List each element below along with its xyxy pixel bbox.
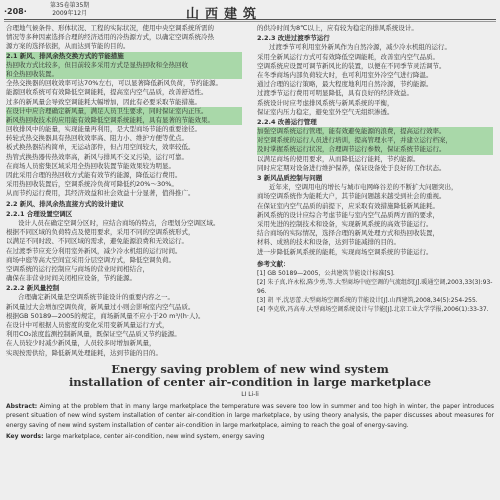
left-column-line: 合理地气候条件、形体状况、工程的实际状况，使用中央空调系统所需的: [6, 24, 214, 32]
references-list: [257, 269, 493, 314]
right-column-line: 结合商场的实际情况，选择合理的新风处理方式和热回收装置，: [257, 229, 439, 238]
right-column-line: 3 新风品质控制与问题: [257, 174, 323, 182]
english-abstract-block: [6, 363, 494, 442]
left-column-line: 在过渡季节应充分利用室外新风，减少冷水机组的运行时间。: [6, 246, 182, 255]
right-column-line: 采用先进的控制技术和设备，实现新风系统的高效节能运行。: [257, 219, 433, 228]
reference-item: [4] 李克欣,冯高寿.大型商场空调系统设计与节能[J].北京工业大学学报,2006(1):33-37.: [257, 305, 489, 313]
left-column-line: 在设计中可根据人员密度的变化采用变新风量运行方式，: [6, 321, 169, 329]
keywords-text: large marketplace, center air-condition, new wind system, energy saving: [45, 433, 265, 441]
left-column-line: 采用热回收装置后，空调系统冷负荷可降低约20%～30%。: [6, 180, 178, 189]
left-column-line: 和全热回收装置。: [6, 70, 242, 79]
keywords-label: Key words:: [6, 433, 44, 441]
header-rule: [4, 19, 496, 20]
references-heading: 参考文献：: [257, 259, 290, 268]
right-column-line: 对空调系统的运行人员进行培训，提高管理水平，并建立运行档案，: [257, 136, 493, 145]
right-column-line: 以满足商场的使用要求，从而降低运行能耗，节约能源。: [257, 154, 420, 163]
reference-item: [2] 朱子真,许永松,陈少勇,等.大型商场中庭空调的气流组织[J].暖通空调,2003,33(3):93-96.: [257, 278, 493, 295]
left-column-line: 板式换热器结构简单，无运动部件，但占用空间较大，效率较低。: [6, 143, 195, 152]
right-body-text: [257, 24, 493, 257]
left-column-line: 商场中庭等高大空间宜采用分层空调方式，降低空调负荷。: [6, 255, 175, 264]
left-column-line: 2.1 新风、排风余热交换方式的节能措施: [6, 52, 242, 61]
left-column-line: 从而节约运行费用，其经济效益和社会效益十分显著，值得推广。: [6, 189, 195, 198]
left-column-line: 2.2.2 新风量控制: [6, 284, 60, 293]
reference-item: [3] 胡 平,沈思蕾.大型商场空调系统的节能设计[J].山西建筑,2008,34(5):254-255.: [257, 296, 478, 304]
left-column-line: 因此采用合理的热回收方式能有效节约能源，降低运行费用。: [6, 171, 182, 179]
left-column-line: 根据不同区域的负荷特点及使用要求，采用不同的空调系统形式，: [6, 228, 195, 237]
right-column-line: 新风系统的设计应综合考虑节能与室内空气品质两方面的要求，: [257, 210, 439, 219]
left-column-line: 过多的新风量会导致空调能耗大幅增加，因此有必要采取节能措施。: [6, 97, 201, 106]
left-column-line: 合理确定新风量是空调系统节能设计的重要内容之一。: [18, 293, 174, 302]
left-column-line: 情况等多种因素选择合理的经济适用的冷热源方式，以确定空调系统冷热: [6, 33, 214, 42]
left-column-line: 全热交换器的回收效率可达70%左右，可以显著降低新风负荷，节约能源。: [6, 79, 222, 88]
left-column-line: 热回收方式比较多，但目前较多采用方式是显热回收和全热回收: [6, 61, 242, 70]
left-text-column: [6, 24, 242, 358]
right-column-line: 的供冷时间为8℃以上，应有较为稳定的排风系统设计。: [257, 24, 418, 32]
header-rule-thin: [4, 21, 496, 22]
issue-info: [50, 2, 89, 18]
left-column-line: 热管式换热器传热效率高，新风与排风不交叉污染，运行可靠。: [6, 152, 188, 161]
english-abstract: [6, 402, 494, 430]
left-column-line: 回收排风中的能量，实现能量再利用，是大型商场节能的重要途径。: [6, 125, 201, 134]
right-column-line: 在冬季商场内部负荷较大时，也可利用室外冷空气进行降温。: [257, 70, 433, 79]
right-column-line: 过渡季节可利用室外新风作为自然冷源，减少冷水机组的运行。: [269, 43, 451, 52]
right-column-line: 商场空调系统作为能耗大户，其节能问题越来越受到社会的重视。: [257, 192, 446, 201]
left-column-line: 确保在非营业时间关闭相应设备，节约能源。: [6, 274, 136, 283]
left-column-line: 能源回收系统可有效降低空调能耗，提高室内空气品质，改善舒适性。: [6, 88, 208, 97]
right-column-line: 采用全新风运行方式可有效降低空调能耗，改善室内空气品质。: [257, 52, 439, 61]
left-column-line: 实现按需供给，降低新风处理能耗，达到节能的目的。: [6, 348, 162, 357]
left-column-line: 设计人员在确定空调分区时，应结合商场的特点，合理划分空调区域。: [18, 218, 220, 227]
left-column-line: 在商场人员密集区域采用全热回收装置节能效果较为明显。: [6, 161, 175, 170]
abstract-label: Abstract:: [6, 403, 38, 410]
journal-title: 山西建筑: [186, 7, 263, 22]
volume-line: 第35卷第35期: [50, 2, 90, 9]
right-column-line: 空调系统应设置可调节新风比的装置，以便在不同季节灵活调节。: [257, 61, 446, 70]
right-text-column: [257, 24, 493, 314]
english-title-line1: Energy saving problem of new wind system: [111, 362, 389, 376]
right-column-line: 2.2.4 改善运行管理: [257, 117, 317, 126]
right-column-line: 过渡季节运行费用可明显降低，具有良好的经济效益。: [257, 89, 413, 98]
left-column-line: 根据GB 50189—2005的规定，商场新风量不应小于20 m³/(h·人)。: [6, 311, 205, 320]
left-column-line: 2.2 新风、排风余热直接方式的设计建议: [6, 199, 124, 208]
right-column-line: 材料、成熟的技术和设备，达到节能减排的目的。: [257, 238, 400, 247]
date-line: 2009年12月: [52, 10, 88, 17]
right-column-line: 及时掌握系统运行状况，合理调节运行参数，保证系统节能运行。: [257, 145, 493, 154]
left-column-line: 新风热回收技术的应用能有效降低空调系统能耗，具有显著的节能效果。: [6, 116, 242, 125]
left-column-line: 新风量过大会增加空调负荷，新风量过小则会影响室内空气品质。: [6, 302, 195, 311]
left-column-line: 以满足不同时段、不同区域的需求，避免能源浪费和无效运行。: [6, 237, 188, 246]
left-column-line: 利用CO₂浓度监测控制新风量，既保证空气品质又节约能源。: [6, 330, 181, 339]
english-title-line2: installation of center air-condition in large marketplace: [68, 375, 432, 389]
english-author: LI Li-li: [241, 391, 259, 398]
left-column-line: 转轮式热交换器具有热回收效率高、阻力小、维护方便等优点。: [6, 134, 188, 143]
left-column-line: 在人员较少时减少新风量，人员较多时增加新风量，: [6, 339, 156, 348]
right-column-line: 保证室内压力稳定，避免室外空气无组织渗透。: [257, 107, 394, 116]
abstract-text: Aiming at the problem that in many large marketplace the temperature was severe too low in summer and too high in winter, the paper introduces present situation of new wind system installation of center air-condition in large marketplace, by using theory analysis, the paper discusses about measures for energy saving of new wind system installation of center air-condition in large marketplace, aiming to reach the goal of energy-saving.: [6, 403, 494, 429]
left-column-line: 空调系统的运行控制应与商场的营业时间相结合，: [6, 264, 149, 273]
right-column-line: 同时应定期对设备进行维护保养，保证设备处于良好的工作状态。: [257, 163, 446, 172]
left-column-line: 源方案的选择依据，从而达到节能的目的。: [6, 42, 130, 51]
right-column-line: 加强空调系统运行管理，能有效避免能源的浪费，提高运行效率。: [257, 127, 493, 136]
right-column-line: 系统设计时应考虑排风系统与新风系统的平衡，: [257, 98, 394, 107]
right-column-line: 2.2.3 改进过渡季节运行: [257, 34, 330, 43]
right-column-line: 通过合理的运行策略，最大程度地利用自然冷源，节约能源。: [257, 80, 433, 89]
right-column-line: 在保证室内空气品质的前提下，应采取有效措施降低新风能耗。: [257, 201, 439, 210]
left-column-line: 2.2.1 合理设置空调区: [6, 209, 73, 218]
english-keywords: [6, 432, 494, 441]
right-column-line: 进一步降低新风系统的能耗，实现商场空调系统的节能运行。: [257, 247, 433, 256]
page-number: ·208·: [4, 7, 27, 16]
page-header: [0, 0, 500, 26]
right-column-line: 近年来，空调用电的增长与城市电网峰谷差的不断扩大问题突出，: [269, 183, 458, 192]
reference-item: [1] GB 50189—2005，公共建筑节能设计标准[S].: [257, 269, 395, 277]
left-column-line: 在设计中应合理确定新风量，满足人员卫生要求，同时保证室内正压。: [6, 107, 242, 116]
